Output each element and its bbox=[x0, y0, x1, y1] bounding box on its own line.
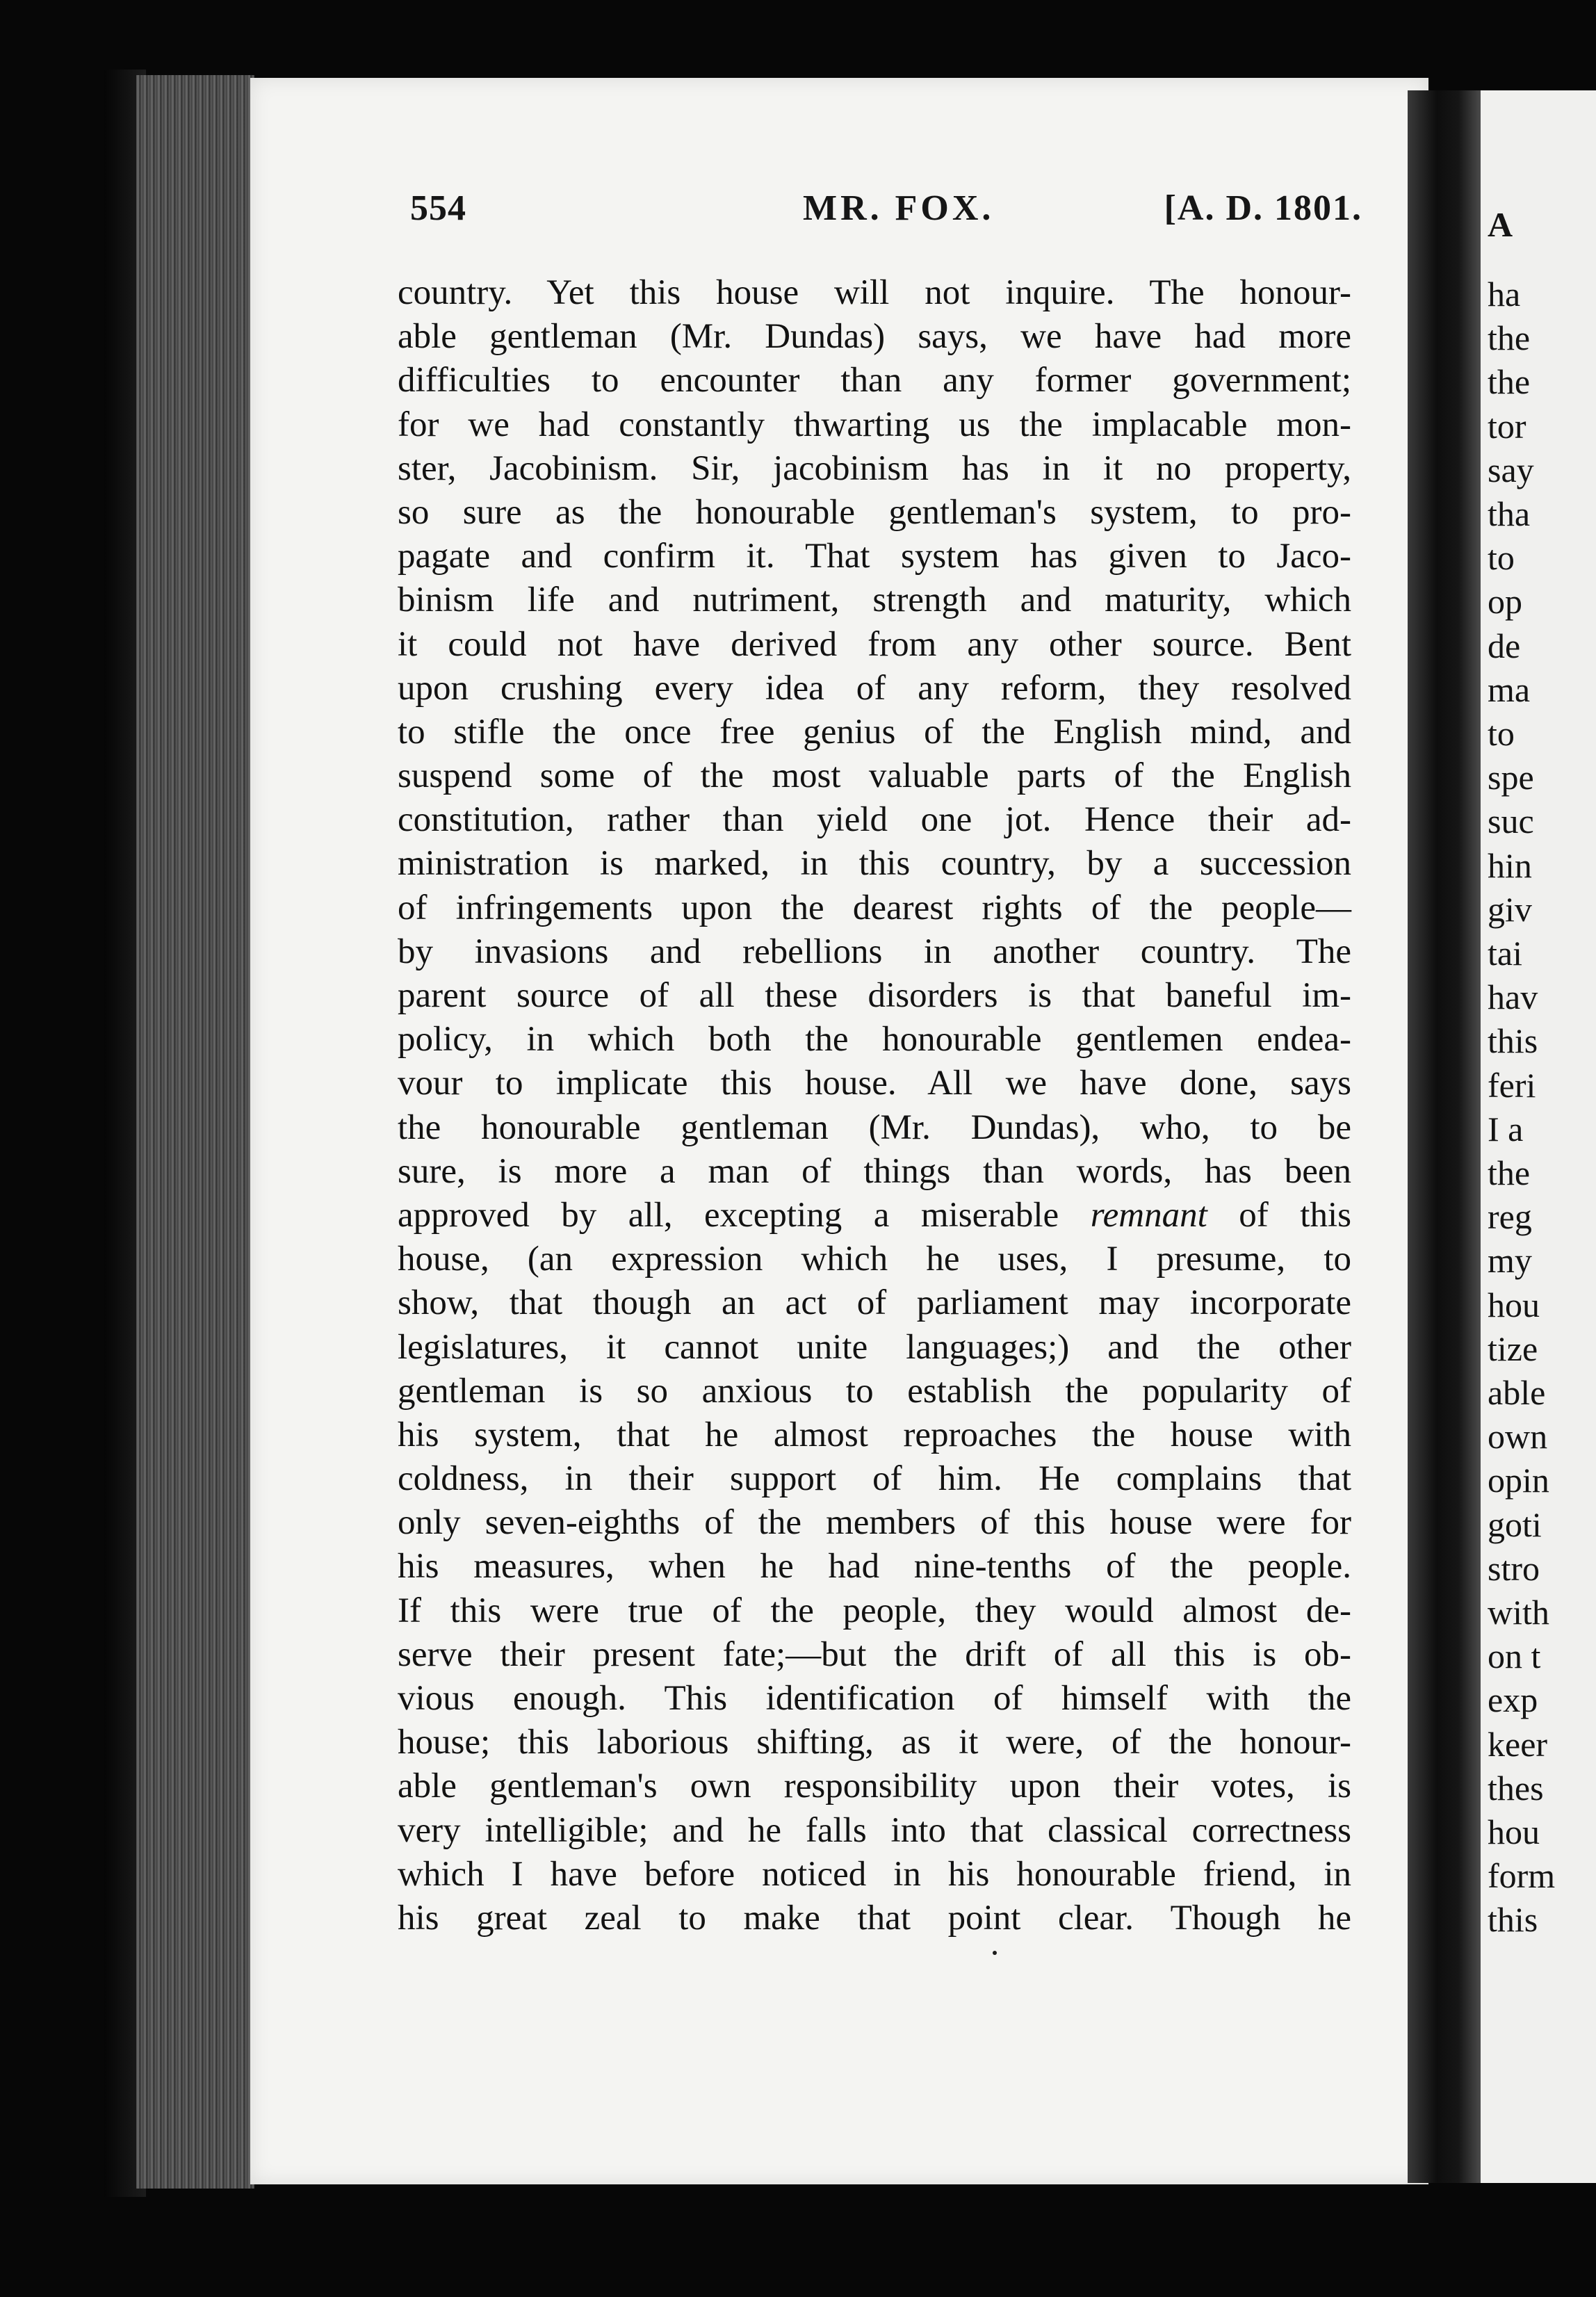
text-line: his great zeal to make that point clear. Though he bbox=[398, 1898, 1351, 1938]
facing-page-fragment: feri bbox=[1488, 1065, 1536, 1105]
text-line: able gentleman's own responsibility upon their votes, is bbox=[398, 1767, 1351, 1806]
facing-page-fragment: with bbox=[1488, 1593, 1549, 1632]
text-line: which I have before noticed in his honourable friend, in bbox=[398, 1854, 1351, 1894]
text-line: difficulties to encounter than any former government; bbox=[398, 361, 1351, 400]
facing-page-fragment: exp bbox=[1488, 1680, 1538, 1720]
facing-page-fragment: the bbox=[1488, 1153, 1531, 1192]
facing-page-fragment: the bbox=[1488, 362, 1531, 402]
facing-page-fragment: ha bbox=[1488, 275, 1521, 314]
facing-page-fragment: reg bbox=[1488, 1197, 1532, 1237]
facing-page-fragment: thes bbox=[1488, 1768, 1544, 1808]
running-title: MR. FOX. bbox=[803, 188, 995, 228]
text-line: house, (an expression which he uses, I presume, to bbox=[398, 1240, 1351, 1279]
facing-page-fragment: say bbox=[1488, 450, 1534, 489]
text-line: the honourable gentleman (Mr. Dundas), who, to be bbox=[398, 1107, 1351, 1147]
text-line: gentleman is so anxious to establish the popularity of bbox=[398, 1371, 1351, 1411]
facing-page-fragment: stro bbox=[1488, 1548, 1540, 1588]
text-line: suspend some of the most valuable parts of the English bbox=[398, 756, 1351, 796]
text-line: for we had constantly thwarting us the implacable mon- bbox=[398, 405, 1351, 444]
book-gutter bbox=[1408, 90, 1481, 2183]
text-line: serve their present fate;—but the drift of all this is ob- bbox=[398, 1634, 1351, 1674]
facing-page-fragment: A bbox=[1488, 205, 1513, 244]
text-line: coldness, in their support of him. He complains that bbox=[398, 1459, 1351, 1499]
facing-page-fragment: to bbox=[1488, 714, 1515, 753]
text-line: able gentleman (Mr. Dundas) says, we have had more bbox=[398, 317, 1351, 357]
text-line: very intelligible; and he falls into that classical correctness bbox=[398, 1810, 1351, 1850]
text-line: vious enough. This identification of himself with the bbox=[398, 1679, 1351, 1718]
text-line: so sure as the honourable gentleman's system, to pro- bbox=[398, 492, 1351, 532]
facing-page-fragment: to bbox=[1488, 538, 1515, 578]
facing-page-fragment: giv bbox=[1488, 889, 1532, 929]
page-number: 554 bbox=[410, 188, 466, 228]
text-line: it could not have derived from any other source. Bent bbox=[398, 624, 1351, 664]
text-line: to stifle the once free genius of the English mind, and bbox=[398, 712, 1351, 752]
running-header bbox=[410, 188, 1362, 243]
print-speck bbox=[993, 1951, 997, 1955]
body-text bbox=[398, 271, 1351, 1940]
facing-page-fragment: de bbox=[1488, 626, 1521, 665]
text-line: parent source of all these disorders is that baneful im- bbox=[398, 976, 1351, 1015]
text-segment: approved by all, excepting a miserable bbox=[398, 1195, 1091, 1235]
text-line: ministration is marked, in this country, by a succession bbox=[398, 844, 1351, 884]
text-line: If this were true of the people, they would almost de- bbox=[398, 1591, 1351, 1630]
facing-page-fragment: this bbox=[1488, 1021, 1538, 1061]
text-line: his measures, when he had nine-tenths of the people. bbox=[398, 1547, 1351, 1586]
facing-page-fragment: my bbox=[1488, 1241, 1532, 1281]
facing-page-fragment: I a bbox=[1488, 1109, 1524, 1148]
facing-page-fragment: goti bbox=[1488, 1504, 1542, 1544]
facing-page-fragment: tize bbox=[1488, 1329, 1538, 1368]
text-line: upon crushing every idea of any reform, they resolved bbox=[398, 668, 1351, 708]
text-line: by invasions and rebellions in another country. The bbox=[398, 932, 1351, 971]
facing-page-fragment: hav bbox=[1488, 977, 1538, 1017]
facing-page-fragment: hin bbox=[1488, 845, 1532, 885]
facing-page-fragment: tha bbox=[1488, 494, 1531, 533]
running-date: [A. D. 1801. bbox=[1164, 188, 1362, 228]
text-line: ster, Jacobinism. Sir, jacobinism has in it no property, bbox=[398, 448, 1351, 488]
text-line: policy, in which both the honourable gentlemen endea- bbox=[398, 1020, 1351, 1060]
facing-page-fragment: hou bbox=[1488, 1285, 1540, 1324]
facing-page-fragment: hou bbox=[1488, 1812, 1540, 1851]
facing-page-edge bbox=[1481, 90, 1596, 2183]
facing-page-fragment: op bbox=[1488, 582, 1522, 622]
facing-page-fragment: form bbox=[1488, 1856, 1556, 1896]
italic-word: remnant bbox=[1090, 1195, 1207, 1235]
facing-page-fragment: on t bbox=[1488, 1637, 1541, 1676]
text-line: vour to implicate this house. All we have done, says bbox=[398, 1064, 1351, 1103]
text-line: show, that though an act of parliament may incorporate bbox=[398, 1283, 1351, 1323]
text-line bbox=[398, 1194, 1351, 1237]
facing-page-fragment: able bbox=[1488, 1373, 1546, 1412]
text-segment: of this bbox=[1207, 1195, 1351, 1235]
facing-page-fragment: the bbox=[1488, 318, 1531, 358]
text-line: of infringements upon the dearest rights of the people— bbox=[398, 888, 1351, 927]
facing-page-fragment: tor bbox=[1488, 406, 1526, 446]
text-line: his system, that he almost reproaches the house with bbox=[398, 1415, 1351, 1454]
page-edge-stack bbox=[136, 75, 254, 2189]
text-line: pagate and confirm it. That system has given to Jaco- bbox=[398, 537, 1351, 576]
facing-page-fragment: own bbox=[1488, 1417, 1548, 1456]
text-line: legislatures, it cannot unite languages;) and the other bbox=[398, 1327, 1351, 1367]
text-line: country. Yet this house will not inquire. The honour- bbox=[398, 273, 1351, 312]
text-line: house; this laborious shifting, as it were, of the honour- bbox=[398, 1723, 1351, 1762]
facing-page-fragment: keer bbox=[1488, 1724, 1548, 1764]
facing-page-fragment: tai bbox=[1488, 934, 1522, 973]
facing-page-fragment: suc bbox=[1488, 802, 1534, 841]
facing-page-fragment: spe bbox=[1488, 758, 1534, 797]
facing-page-fragment: ma bbox=[1488, 669, 1531, 709]
facing-page-fragment: opin bbox=[1488, 1461, 1549, 1500]
text-line: binism life and nutriment, strength and maturity, which bbox=[398, 581, 1351, 620]
text-line: only seven-eighths of the members of this house were for bbox=[398, 1503, 1351, 1543]
text-line: constitution, rather than yield one jot. Hence their ad- bbox=[398, 800, 1351, 840]
text-line: sure, is more a man of things than words, has been bbox=[398, 1151, 1351, 1191]
facing-page-fragment: this bbox=[1488, 1900, 1538, 1940]
